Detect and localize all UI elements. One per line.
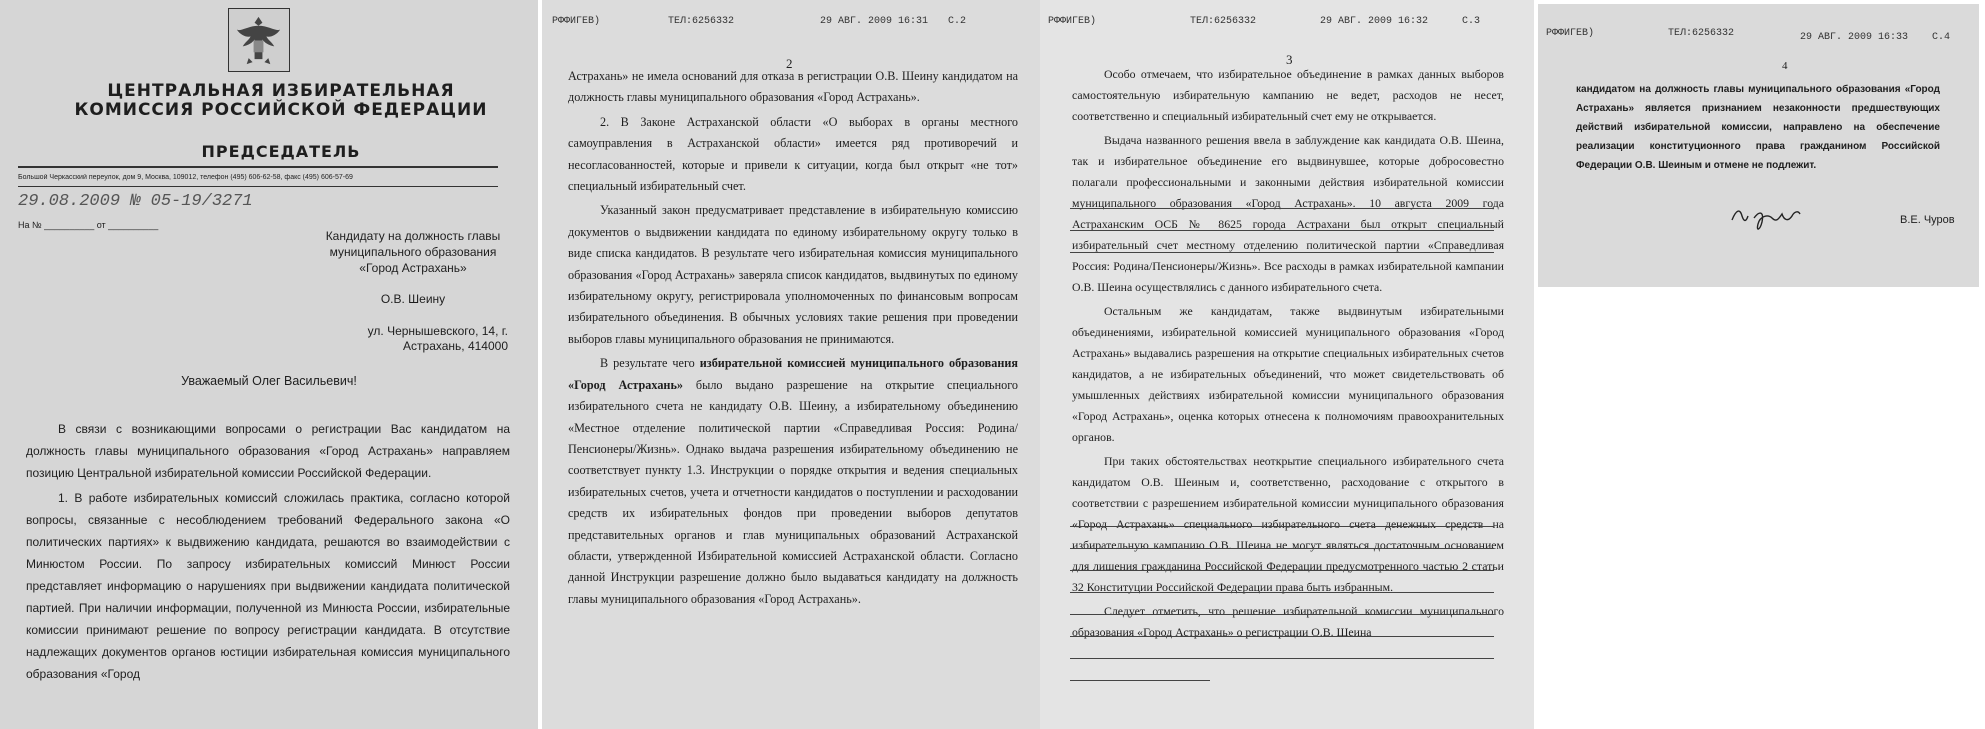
coat-of-arms-emblem-icon [228,8,290,72]
underline-mark [1070,230,1494,231]
underline-mark [1070,680,1210,681]
recipient-title: Кандидату на должность главы муниципального образования «Город Астрахань» [325,229,501,275]
fax-header-sender: РФФИГЕВ) [1048,16,1097,27]
paragraph: кандидатом на должность главы муниципального образования «Город Астрахань» является признанием незаконности предшествующих действий избирательной комиссии, направлено на обеспечение реализации конституционного права гражданином Российской Федерации О.В. Шеиным и отмене не подлежит. [1576,84,1940,171]
fax-header-sender: РФФИГЕВ) [1546,28,1595,39]
bold-text: избирательной комиссией муниципального образования «Город Астрахань» [568,356,1018,392]
recipient-address: ул. Чернышевского, 14, г. Астрахань, 414000 [367,324,508,353]
page-number: 3 [1286,52,1293,67]
fax-header-date: 29 АВГ. 2009 16:33 [1800,32,1909,43]
paragraph [568,353,1018,610]
letter-page-4 [1538,4,1979,287]
underline-mark [1070,208,1494,209]
reference-number: На № __________ от __________ [18,220,159,230]
page3-body [1072,64,1504,646]
underline-mark [1070,526,1494,527]
underline-mark [1070,592,1494,593]
page1-body [26,418,510,688]
paragraph: 1. В работе избирательных комиссий сложилась практика, согласно которой вопросы, связанные с несоблюдением требований Федерального закона «О политических партиях» к выдвижению кандидата, решаются во взаимодействии с Минюстом России. По запросу избирательных комиссий Минюст России представляет информацию о нарушениях при выдвижении кандидата политической партией. При наличии информации, полученной из Минюста России, избирательные комиссии принимают решение по вопросу регистрации кандидата. В отсутствие надлежащих документов органов юстиции избирательная комиссия муниципального образования «Город [26,491,510,681]
page4-body [1576,80,1940,178]
underline-mark [1070,548,1494,549]
fax-header-page: С.3 [1462,16,1481,27]
paragraph: Остальным же кандидатам, также выдвинутым избирательными объединениями, избирательной комиссией муниципального образования «Город Астрахань» выдавались разрешения на открытие специальных избирательных счетов кандидатов, а не избирательных объединений, что может свидетельствовать об умышленных действиях избирательной комиссии муниципального образования «Город Астрахань», оценка которых отнесена к полномочиям правоохранительных органов. [1072,304,1504,444]
letter-page-3 [1040,0,1534,729]
underline-mark [1070,636,1494,637]
fax-header-page: С.4 [1932,32,1951,43]
paragraph: Выдача названного решения ввела в заблуждение как кандидата О.В. Шеина, так и избирательное объединение его выдвинувшее, которые добросовестно полагали профессиональными и законными действия избирательной комиссии муниципального образования «Город Астрахань». 10 августа 2009 года Астраханским ОСБ № 8625 города Астрахани был открыт специальный избирательный счет местному отделению политической партии «Справедливая Россия: Родина/Пенсионеры/Жизнь». Все расходы в рамках избирательной кампании О.В. Шеина осуществлялись с данного избирательного счета. [1072,133,1504,294]
header-rule [18,166,498,168]
paragraph-text: было выдано разрешение на открытие специального избирательного счета не кандидату О.В. Шеину, а избирательному объединению «Местное отделение политической партии «Справедливая Россия: Родина/Пенсионеры/Жизнь». Однако выдача разрешения избирательному объединению не соответствует пункту 1.3. Инструкции о порядке открытия и ведения специальных избирательных счетов, учета и отчетности кандидатов о поступлении и расходовании средств их избирательных фондов при проведении выборов депутатов представительных органов и глав муниципальных образований Астраханской области, утвержденной Избирательной комиссией Астраханской области. Согласно данной Инструкции разрешение должно было выдаваться кандидату на должность главы муниципального образования «Город Астрахань». [568,377,1018,606]
fax-header-phone: ТЕЛ:6256332 [1190,16,1257,27]
letter-page-2 [542,0,1040,729]
page2-body [568,66,1018,613]
fax-header-date: 29 АВГ. 2009 16:32 [1320,16,1429,27]
paragraph: 2. В Законе Астраханской области «О выборах в органы местного самоуправления в Астраханской области» имеется ряд противоречий и несогласованностей, которые и привели к ситуации, когда был открыт «не тот» специальный избирательный счет. [568,114,1018,194]
underline-mark [1070,570,1494,571]
paragraph: Особо отмечаем, что избирательное объединение в рамках данных выборов самостоятельную избирательную кампанию не ведет, расходов не несет, соответственно и специальный избирательный счет ему не открывается. [1072,67,1504,123]
fax-header-phone: ТЕЛ:6256332 [1668,28,1735,39]
signatory-name: В.Е. Чуров [1900,214,1955,226]
paragraph: Указанный закон предусматривает представление в избирательную комиссию документов о выдвижении кандидата по единому избирательному округу только в виде списка кандидатов. В результате чего избирательная комиссия муниципального образования «Город Астрахань» заверяла список кандидатов, выдвинутых по единому избирательному округу, регистрировала уполномоченных по финансовым вопросам избирательного объединения. В обычных условиях такие решения при проведении выборов главы муниципального образования не принимаются. [568,203,1018,346]
fax-header-phone: ТЕЛ:6256332 [668,16,735,27]
commission-title: ЦЕНТРАЛЬНАЯ ИЗБИРАТЕЛЬНАЯ КОМИССИЯ РОССИЙСКОЙ ФЕДЕРАЦИИ [74,81,488,120]
handwritten-signature-icon [1728,200,1818,234]
page-number: 4 [1782,60,1788,72]
page-number: 2 [786,56,793,71]
recipient-name: О.В. Шеину [380,292,446,306]
paragraph: Астрахань» не имела оснований для отказа в регистрации О.В. Шеину кандидатом на должность главы муниципального образования «Город Астрахань». [568,69,1018,105]
fax-header-page: С.2 [948,16,967,27]
paragraph: Следует отметить, что решение избирательной комиссии муниципального образования «Город Астрахань» о регистрации О.В. Шеина [1072,604,1504,639]
outgoing-number: 29.08.2009 № 05-19/3271 [18,192,253,211]
underline-mark [1070,252,1494,253]
fax-header-sender: РФФИГЕВ) [552,16,601,27]
commission-address: Большой Черкасский переулок, дом 9, Москва, 109012, телефон (495) 606-62-58, факс (495) 606-57-69 [18,174,353,181]
underline-mark [1070,658,1494,659]
address-rule [18,186,498,187]
greeting: Уважаемый Олег Васильевич! [181,374,357,388]
paragraph: При таких обстоятельствах неоткрытие специального избирательного счета кандидатом О.В. Шеиным и, соответственно, расходование с открытого в соответствии с разрешением избирательной комиссии муниципального образования «Город Астрахань» специального избирательного счета денежных средств на избирательную кампанию О.В. Шеина не могут являться достаточным основанием для лишения гражданина Российской Федерации предусмотренного частью 2 статьи 32 Конституции Российской Федерации права быть избранным. [1072,454,1504,594]
paragraph: В связи с возникающими вопросами о регистрации Вас кандидатом на должность главы муниципального образования «Город Астрахань» направляем позицию Центральной избирательной комиссии Российской Федерации. [26,422,510,480]
fax-header-date: 29 АВГ. 2009 16:31 [820,16,929,27]
paragraph-text: В результате чего [600,356,700,371]
underline-mark [1070,614,1494,615]
letter-page-1 [0,0,538,729]
chairman-heading: ПРЕДСЕДАТЕЛЬ [201,142,361,161]
